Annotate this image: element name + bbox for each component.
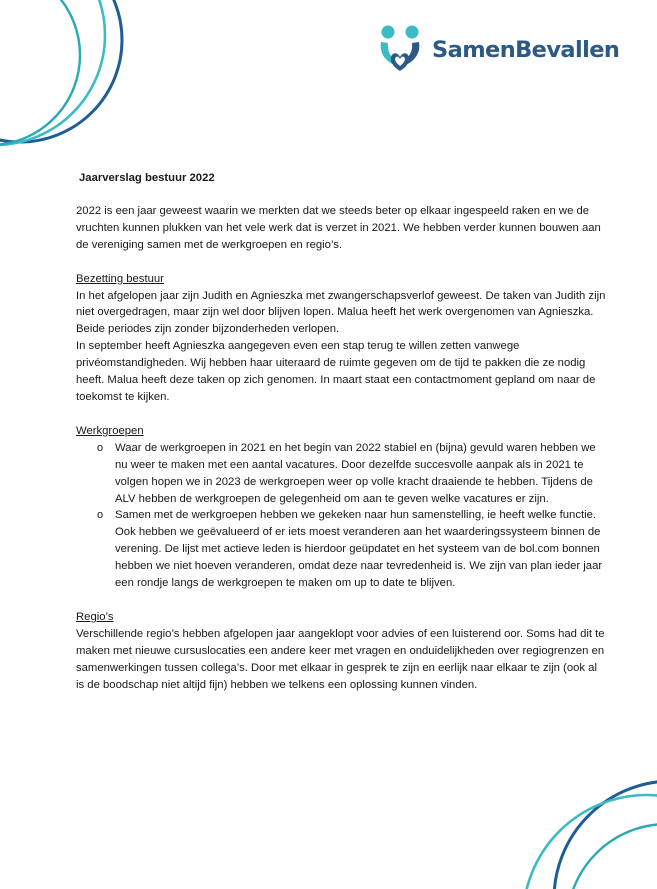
- samenbevallen-logo: [378, 22, 619, 78]
- bestuur-paragraph: In september heeft Agnieszka aangegeven even een stap terug te willen zetten vanwege privéomstandigheden. Wij hebben haar uiteraard de ruimte gegeven om de tijd te pakken die ze nodig heeft. Malua heeft deze taken op zich genomen. In maart staat een contactmoment gepland om naar de toekomst te kijken.: [76, 340, 596, 403]
- list-item-text: Waar de werkgroepen in 2021 en het begin van 2022 stabiel en (bijna) gevuld waren hebben we nu weer te maken met een aantal vacatures. Door dezelfde succesvolle aanpak als in 2021 te volgen hopen we in 2023 de werkgroepen weer op volle kracht draaiende te hebben. Tijdens de ALV hebben de werkgroepen de gelegenheid om aan te geven welke vacatures er zijn.: [115, 441, 596, 505]
- document-title: Jaarverslag bestuur 2022: [79, 172, 215, 184]
- decorative-arcs-top-left: [0, 0, 150, 150]
- brand-name: SamenBevallen: [432, 37, 620, 63]
- section-heading-bestuur: Bezetting bestuur: [76, 272, 164, 285]
- section-heading-werkgroepen: Werkgroepen: [76, 424, 144, 437]
- intro-paragraph: 2022 is een jaar geweest waarin we merkten dat we steeds beter op elkaar ingespeeld raken en we de vruchten kunnen plukken van het vele werk dat is verzet in 2021. We hebben verder kunnen bouwen aan de vereniging samen met de werkgroepen en regio’s.: [76, 204, 601, 251]
- list-item: [76, 440, 608, 508]
- decorative-arcs-bottom-right: [497, 749, 657, 889]
- logo-mark-icon: [378, 22, 424, 78]
- bullet-marker: o: [97, 509, 104, 522]
- list-item: [76, 507, 608, 592]
- regios-paragraph: Verschillende regio’s hebben afgelopen jaar aangeklopt voor advies of een luisterend oor. Soms had dit te maken met nieuwe cursuslocaties een andere keer met vragen en onduidelijkheden over regiogrenzen en samenwerkingen tussen collega’s. Door met elkaar in gesprek te zijn en eerlijk naar elkaar te zijn (ook al is de boodschap niet altijd fijn) hebben we telkens een oplossing kunnen vinden.: [76, 627, 605, 691]
- list-item-text: Samen met de werkgroepen hebben we gekeken naar hun samenstelling, ie heeft welke functie. Ook hebben we geëvalueerd of er iets moest veranderen aan het waarderingssysteem binnen de verening. De lijst met actieve leden is hierdoor geüpdatet en het systeem van de bol.com bonnen hebben we niet hoeven veranderen, omdat deze naar tevredenheid is. We zijn van plan ieder jaar een rondje langs de werkgroepen te maken om up to date te blijven.: [115, 509, 603, 590]
- document-body: [76, 170, 608, 693]
- section-heading-regios: Regio’s: [76, 610, 114, 623]
- bullet-marker: o: [97, 441, 104, 454]
- bestuur-paragraph: In het afgelopen jaar zijn Judith en Agnieszka met zwangerschapsverlof geweest. De taken van Judith zijn niet overgedragen, maar zijn wel door blijven lopen. Malua heeft het werk overgenomen van Agnieszka. Beide periodes zijn zonder bijzonderheden verlopen.: [76, 289, 606, 336]
- werkgroepen-list: [76, 440, 608, 592]
